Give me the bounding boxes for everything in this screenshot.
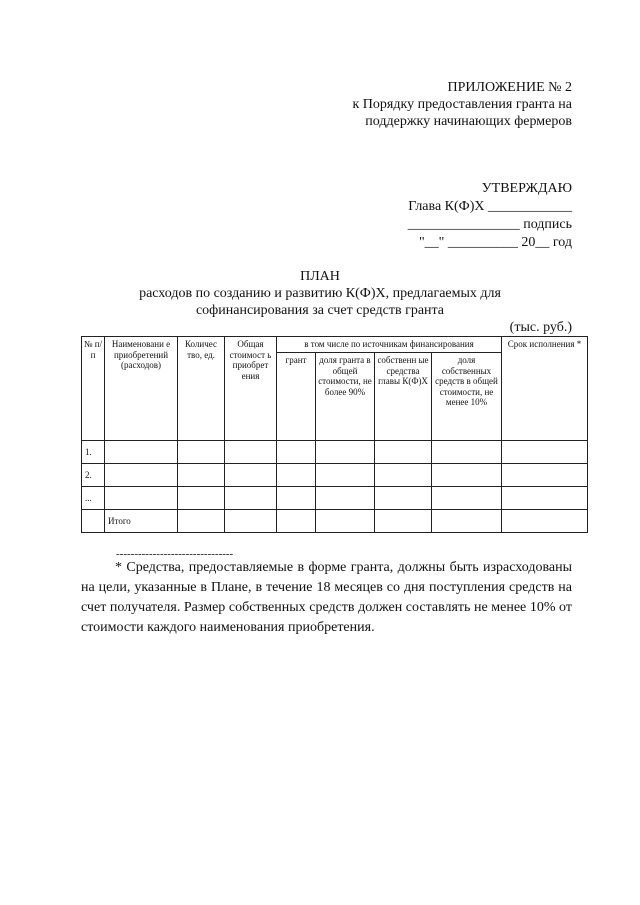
subheader-own-share: доля собственных средств в общей стоимости, не менее 10% bbox=[432, 353, 502, 441]
table-header-row bbox=[82, 337, 588, 353]
header-sources: в том числе по источникам финансирования bbox=[277, 337, 502, 353]
header-name: Наименовани е приобретений (расходов) bbox=[105, 337, 178, 441]
header-total: Общая стоимост ь приобрет ения bbox=[225, 337, 277, 441]
plan-table bbox=[81, 336, 588, 533]
row-name bbox=[105, 487, 178, 510]
approval-head-line: Глава К(Ф)Х ____________ bbox=[408, 199, 572, 214]
subheader-grant: грант bbox=[277, 353, 316, 441]
table-row bbox=[82, 441, 588, 464]
footnote bbox=[81, 558, 572, 638]
row-num: ... bbox=[82, 487, 105, 510]
header-term: Срок исполнения * bbox=[502, 337, 588, 441]
approval-block bbox=[408, 180, 572, 252]
row-name bbox=[105, 464, 178, 487]
header-num: № п/п bbox=[82, 337, 105, 441]
row-name: Итого bbox=[105, 510, 178, 533]
table-total-row bbox=[82, 510, 588, 533]
appendix-reference-line1: к Порядку предоставления гранта на bbox=[352, 97, 572, 112]
plan-title: ПЛАН bbox=[300, 269, 340, 284]
row-num: 1. bbox=[82, 441, 105, 464]
footnote-text: * Средства, предоставляемые в форме гранта, должны быть израсходованы на цели, указанные в Плане, в течение 18 месяцев со дня поступления средств на счет получателя. Размер собственных средств должен составлять не менее 10% от стоимости каждого наименования приобретения. bbox=[81, 560, 572, 635]
row-num: 2. bbox=[82, 464, 105, 487]
appendix-header bbox=[353, 79, 573, 130]
units-label: (тыс. руб.) bbox=[509, 320, 572, 335]
approval-title: УТВЕРЖДАЮ bbox=[481, 181, 572, 196]
approval-signature-line: ________________ подпись bbox=[407, 217, 572, 232]
subheader-own-funds: собственн ые средства главы К(Ф)Х bbox=[375, 353, 432, 441]
table-row bbox=[82, 464, 588, 487]
plan-subtitle-line2: софинансирования за счет средств гранта bbox=[195, 303, 445, 318]
row-num bbox=[82, 510, 105, 533]
table-row bbox=[82, 487, 588, 510]
plan-subtitle-line1: расходов по созданию и развитию К(Ф)Х, предлагаемых для bbox=[139, 286, 501, 301]
footnote-separator: -------------------------------- bbox=[116, 548, 234, 560]
plan-heading bbox=[0, 268, 640, 319]
approval-date-line: "__" __________ 20__ год bbox=[418, 235, 572, 250]
header-qty: Количес тво, ед. bbox=[178, 337, 225, 441]
subheader-grant-share: доля гранта в общей стоимости, не более 90% bbox=[316, 353, 375, 441]
appendix-reference-line2: поддержку начинающих фермеров bbox=[365, 114, 572, 129]
appendix-number: ПРИЛОЖЕНИЕ № 2 bbox=[447, 80, 572, 95]
row-name bbox=[105, 441, 178, 464]
